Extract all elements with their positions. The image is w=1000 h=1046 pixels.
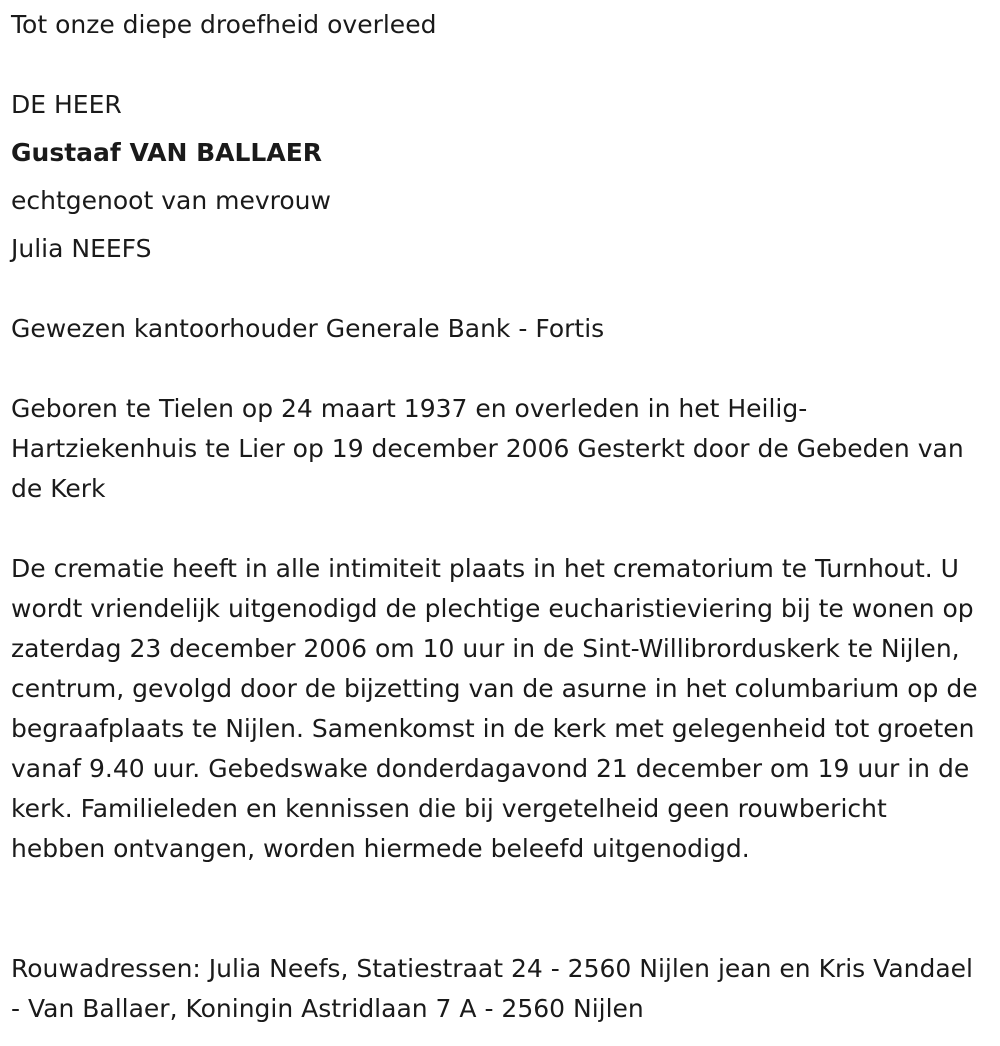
birth-death-paragraph: Geboren te Tielen op 24 maart 1937 en overleden in het Heilig-Hartziekenhuis te Lier op 19 december 2006 Gesterkt door de Gebeden van de Kerk xyxy=(11,394,964,503)
deceased-name: Gustaaf VAN BALLAER xyxy=(11,138,323,167)
occupation: Gewezen kantoorhouder Generale Bank - Fortis xyxy=(11,314,605,343)
spouse-label: echtgenoot van mevrouw xyxy=(11,186,331,215)
ceremony-paragraph: De crematie heeft in alle intimiteit plaats in het crematorium te Turnhout. U wordt vriendelijk uitgenodigd de plechtige eucharistieviering bij te wonen op zaterdag 23 december 2006 om 10 uur in de Sint-Willibrorduskerk te Nijlen, centrum, gevolgd door de bijzetting van de asurne in het columbarium op de begraafplaats te Nijlen. Samenkomst in de kerk met gelegenheid tot groeten vanaf 9.40 uur. Gebedswake donderdagavond 21 december om 19 uur in de kerk. Familieleden en kennissen die bij vergetelheid geen rouwbericht hebben ontvangen, worden hiermede beleefd uitgenodigd. xyxy=(11,554,978,863)
spouse-name: Julia NEEFS xyxy=(11,234,152,263)
intro-text: Tot onze diepe droefheid overleed xyxy=(11,10,437,39)
mourning-addresses: Rouwadressen: Julia Neefs, Statiestraat 24 - 2560 Nijlen jean en Kris Vandael - Van Ballaer, Koningin Astridlaan 7 A - 2560 Nijlen xyxy=(11,954,973,1023)
honorific: DE HEER xyxy=(11,90,122,119)
